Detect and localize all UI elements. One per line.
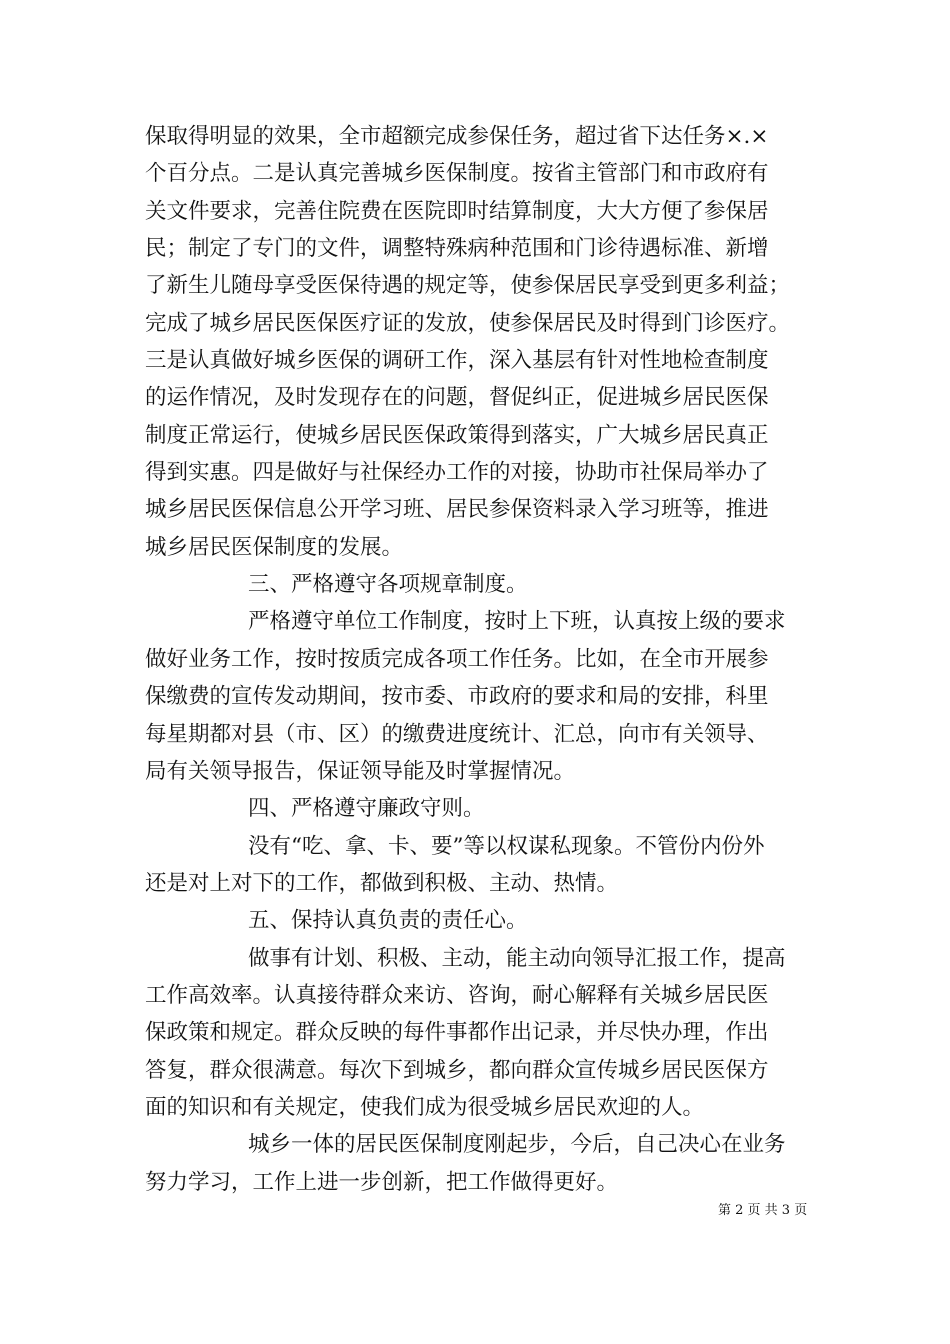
text-line: 的运作情况，及时发现存在的问题，督促纠正，促进城乡居民医保 (145, 385, 769, 411)
text-line: 城乡居民医保制度的发展。 (145, 534, 404, 560)
text-line: 局有关领导报告，保证领导能及时掌握情况。 (145, 758, 576, 784)
page-number-footer: 第 2 页 共 3 页 (718, 1203, 808, 1218)
section-heading: 五、保持认真负责的责任心。 (248, 908, 528, 934)
text-line: 民；制定了专门的文件，调整特殊病种范围和门诊待遇标准、新增 (145, 236, 769, 262)
text-line: 个百分点。二是认真完善城乡医保制度。按省主管部门和市政府有 (145, 161, 769, 187)
text-line: 得到实惠。四是做好与社保经办工作的对接，协助市社保局举办了 (145, 460, 769, 486)
text-line: 保政策和规定。群众反映的每件事都作出记录，并尽快办理，作出 (145, 1020, 769, 1046)
text-line: 做好业务工作，按时按质完成各项工作任务。比如，在全市开展参 (145, 646, 769, 672)
text-line: 完成了城乡居民医保医疗证的发放，使参保居民及时得到门诊医疗。 (145, 310, 791, 336)
text-line: 了新生儿随母享受医保待遇的规定等，使参保居民享受到更多利益； (145, 273, 791, 299)
paragraph-start: 没有“吃、拿、卡、要”等以权谋私现象。不管份内份外 (248, 833, 765, 859)
text-line: 关文件要求，完善住院费在医院即时结算制度，大大方便了参保居 (145, 198, 769, 224)
text-line: 制度正常运行，使城乡居民医保政策得到落实，广大城乡居民真正 (145, 422, 769, 448)
text-line: 保缴费的宣传发动期间，按市委、市政府的要求和局的安排，科里 (145, 684, 769, 710)
text-line: 三是认真做好城乡医保的调研工作，深入基层有针对性地检查制度 (145, 348, 769, 374)
text-line: 保取得明显的效果，全市超额完成参保任务，超过省下达任务×.× (145, 124, 769, 149)
text-line: 面的知识和有关规定，使我们成为很受城乡居民欢迎的人。 (145, 1094, 705, 1120)
text-line: 努力学习，工作上进一步创新，把工作做得更好。 (145, 1169, 619, 1195)
section-heading: 三、严格遵守各项规章制度。 (248, 572, 528, 598)
text-line: 工作高效率。认真接待群众来访、咨询，耐心解释有关城乡居民医 (145, 982, 769, 1008)
section-heading: 四、严格遵守廉政守则。 (248, 796, 485, 822)
text-line: 城乡居民医保信息公开学习班、居民参保资料录入学习班等，推进 (145, 497, 769, 523)
paragraph-start: 严格遵守单位工作制度，按时上下班，认真按上级的要求 (248, 609, 786, 635)
paragraph-start: 做事有计划、积极、主动，能主动向领导汇报工作，提高 (248, 945, 786, 971)
body-text (145, 118, 817, 1201)
text-line: 还是对上对下的工作，都做到积极、主动、热情。 (145, 870, 619, 896)
text-line: 每星期都对县（市、区）的缴费进度统计、汇总，向市有关领导、 (145, 721, 769, 747)
paragraph-start: 城乡一体的居民医保制度刚起步，今后，自己决心在业务 (248, 1132, 786, 1158)
text-line: 答复，群众很满意。每次下到城乡，都向群众宣传城乡居民医保方 (145, 1057, 769, 1083)
